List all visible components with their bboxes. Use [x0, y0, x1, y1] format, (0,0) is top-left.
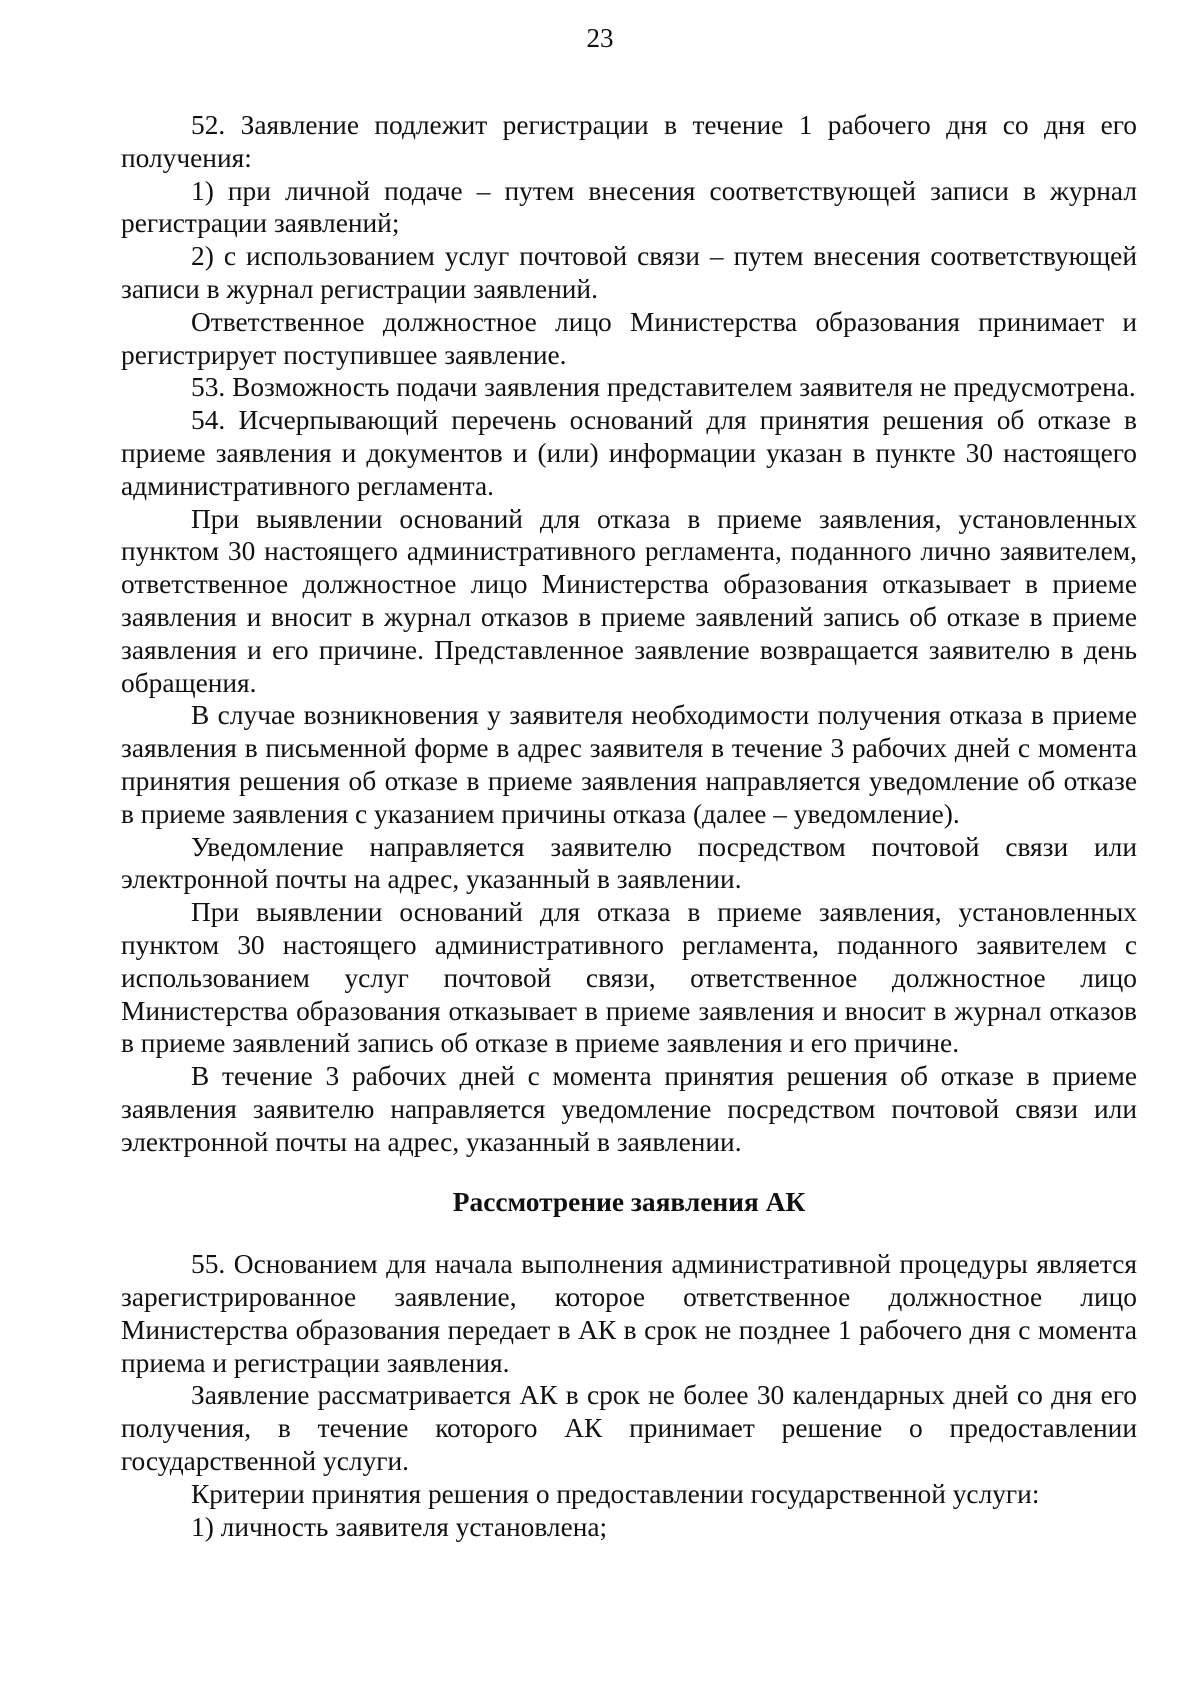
- document-body: [121, 109, 1137, 1543]
- paragraph: Ответственное должностное лицо Министерства образования принимает и регистрирует поступившее заявление.: [121, 306, 1137, 370]
- paragraph: 54. Исчерпывающий перечень оснований для принятия решения об отказе в приеме заявления и документов и (или) информации указан в пункте 30 настоящего административного регламента.: [121, 405, 1137, 501]
- paragraph: При выявлении оснований для отказа в приеме заявления, установленных пунктом 30 настоящего административного регламента, поданного заявителем с использованием услуг почтовой связи, ответственное должностное лицо Министерства образования отказывает в приеме заявления и вносит в журнал отказов в приеме заявлений запись об отказе в приеме заявления и его причине.: [121, 897, 1137, 1059]
- paragraph: В случае возникновения у заявителя необходимости получения отказа в приеме заявления в письменной форме в адрес заявителя в течение 3 рабочих дней с момента принятия решения об отказе в приеме заявления направляется уведомление об отказе в приеме заявления с указанием причины отказа (далее – уведомление).: [121, 700, 1137, 829]
- paragraph: 1) при личной подаче – путем внесения соответствующей записи в журнал регистрации заявлений;: [121, 175, 1137, 239]
- paragraph: В течение 3 рабочих дней с момента принятия решения об отказе в приеме заявления заявителю направляется уведомление посредством почтовой связи или электронной почты на адрес, указанный в заявлении.: [121, 1061, 1137, 1157]
- paragraph: 55. Основанием для начала выполнения административной процедуры является зарегистрированное заявление, которое ответственное должностное лицо Министерства образования передает в АК в срок не позднее 1 рабочего дня с момента приема и регистрации заявления.: [121, 1249, 1137, 1378]
- paragraph: Уведомление направляется заявителю посредством почтовой связи или электронной почты на адрес, указанный в заявлении.: [121, 831, 1137, 895]
- page-number: 23: [586, 23, 614, 53]
- paragraph: 53. Возможность подачи заявления представителем заявителя не предусмотрена.: [191, 372, 1136, 403]
- paragraph: 52. Заявление подлежит регистрации в течение 1 рабочего дня со дня его получения:: [121, 110, 1137, 173]
- section-heading: Рассмотрение заявления АК: [452, 1186, 806, 1217]
- paragraph: 1) личность заявителя установлена;: [191, 1511, 608, 1542]
- paragraph: Заявление рассматривается АК в срок не более 30 календарных дней со дня его получения, в течение которого АК принимает решение о предоставлении государственной услуги.: [121, 1380, 1137, 1477]
- paragraph: Критерии принятия решения о предоставлении государственной услуги:: [191, 1478, 1040, 1509]
- paragraph: При выявлении оснований для отказа в приеме заявления, установленных пунктом 30 настоящего административного регламента, поданного лично заявителем, ответственное должностное лицо Министерства образования отказывает в приеме заявления и вносит в журнал отказов в приеме заявлений запись об отказе в приеме заявления и его причине. Представленное заявление возвращается заявителю в день обращения.: [121, 503, 1137, 698]
- paragraph: 2) с использованием услуг почтовой связи – путем внесения соответствующей записи в журнал регистрации заявлений.: [121, 241, 1137, 304]
